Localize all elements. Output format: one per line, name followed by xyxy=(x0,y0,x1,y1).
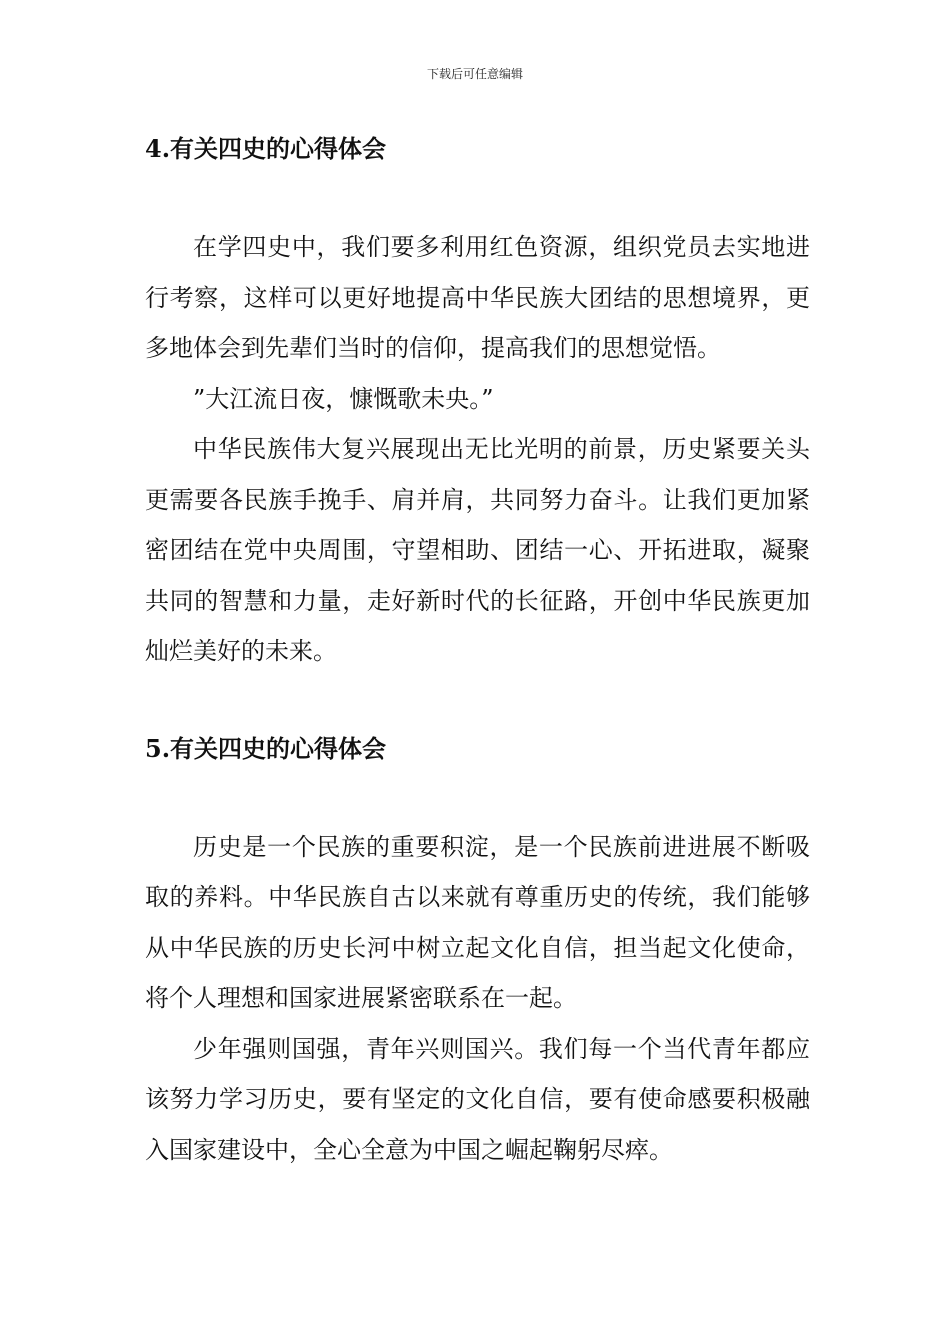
spacer xyxy=(145,677,810,724)
paragraph: 少年强则国强，青年兴则国兴。我们每一个当代青年都应该努力学习历史，要有坚定的文化自信，要有使命感要积极融入国家建设中，全心全意为中国之崛起鞠躬尽瘁。 xyxy=(145,1034,810,1164)
section-heading: 4.有关四史的心得体会 xyxy=(145,134,387,163)
paragraph: 在学四史中，我们要多利用红色资源，组织党员去实地进行考察，这样可以更好地提高中华民族大团结的思想境界，更多地体会到先辈们当时的信仰，提高我们的思想觉悟。 xyxy=(145,233,810,362)
spacer xyxy=(145,174,810,222)
page-header: 下载后可任意编辑 xyxy=(426,67,523,81)
spacer xyxy=(145,774,810,822)
section-heading: 5.有关四史的心得体会 xyxy=(145,733,387,763)
paragraph: 中华民族伟大复兴展现出无比光明的前景，历史紧要关头更需要各民族手挽手、肩并肩，共同努力奋斗。让我们更加紧密团结在党中央周围，守望相助、团结一心、开拓进取，凝聚共同的智慧和力量，走好新时代的长征路，开创中华民族更加灿烂美好的未来。 xyxy=(145,435,810,665)
section-5 xyxy=(145,724,810,1176)
paragraph: 历史是一个民族的重要积淀，是一个民族前进进展不断吸取的养料。中华民族自古以来就有尊重历史的传统，我们能够从中华民族的历史长河中树立起文化自信，担当起文化使命，将个人理想和国家进展紧密联系在一起。 xyxy=(145,832,810,1012)
document-body xyxy=(145,124,810,1175)
paragraph: ”大江流日夜，慷慨歌未央。” xyxy=(193,384,494,413)
section-4 xyxy=(145,124,810,677)
